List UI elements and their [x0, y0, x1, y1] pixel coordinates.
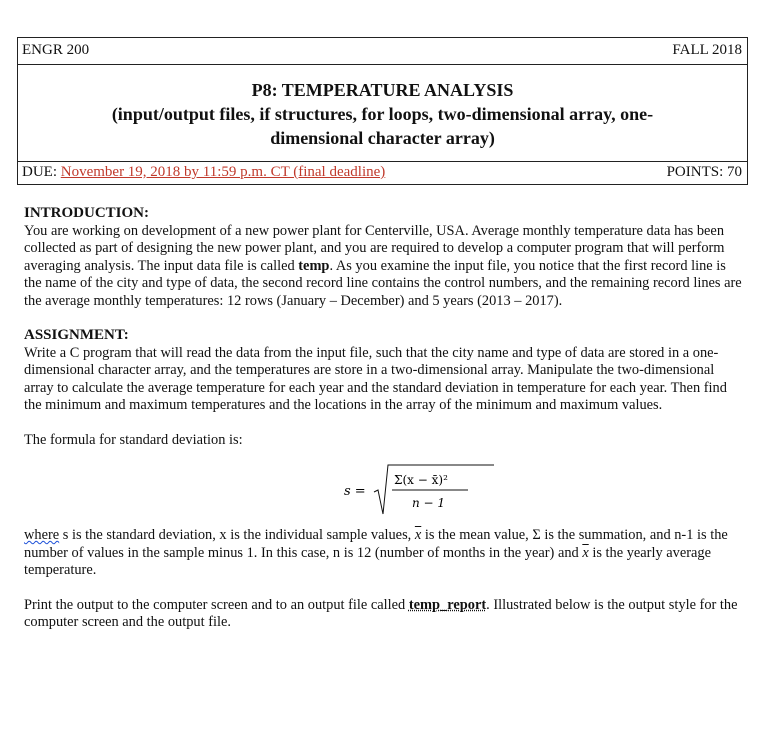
report-file-name: temp_report [408, 596, 487, 613]
intro-text-2: . As you examine the input file, you notice that the first record line is the name of the city and type of data, the second record line contains the control numbers, and the remaining record lines are the average monthly temperatures: 12 rows (January – December) and 5 years (2013 – 2017). [24, 257, 742, 309]
input-file-name: temp [298, 257, 330, 274]
std-dev-formula [24, 459, 744, 521]
explanation-part-1: s is the standard deviation, x is the individual sample values, [59, 527, 415, 543]
assignment-heading: ASSIGNMENT: [24, 327, 129, 343]
where-word: where [24, 527, 60, 543]
assignment-subtitle: (input/output files, if structures, for loops, two-dimensional array, one-dimensional character array) [111, 104, 654, 148]
term: FALL 2018 [672, 42, 742, 58]
introduction-heading: INTRODUCTION: [24, 205, 150, 221]
introduction-paragraph [24, 223, 744, 311]
course-code: ENGR 200 [22, 42, 90, 58]
xbar-symbol: $\overline{x}$ [582, 544, 589, 561]
assignment-title: P8: TEMPERATURE ANALYSIS [251, 80, 514, 100]
points: POINTS: 70 [666, 164, 742, 180]
formula-numerator: Σ(x − x̄)² [394, 473, 448, 487]
output-text-1: Print the output to the computer screen and to an output file called [24, 596, 409, 613]
output-text-2: . Illustrated below is the output style for the computer screen and the output file. [24, 596, 738, 630]
explanation-part-3: is the yearly average temperature. [24, 544, 711, 578]
formula-denominator: n − 1 [412, 496, 446, 510]
assignment-paragraph: Write a C program that will read the data from the input file, such that the city name and type of data are stored in a one-dimensional character array, and the temperatures are store in a two-dimensional array. Manipulate the two-dimensional array to calculate the average temperature for each year and the standard deviation in temperature for each year. Then find the minimum and maximum temperatures and the locations in the array of the minimum and maximum values. [24, 344, 727, 413]
header-bottom-row [18, 161, 747, 184]
due-date: November 19, 2018 by 11:59 p.m. CT (final deadline) [60, 164, 386, 180]
document-body [24, 205, 744, 632]
explanation-part-2: is the mean value, Σ is the summation, and n-1 is the number of values in the sample minus 1. In this case, n is 12 (number of months in the year) and [24, 527, 728, 561]
title-block [18, 78, 747, 150]
intro-text-1: You are working on development of a new power plant for Centerville, USA. Average monthly temperature data has been collected as part of designing the new power plant, and you are required to develop a computer program that will perform averaging analysis. The input data file is called [24, 222, 725, 274]
formula-graphic [344, 459, 494, 519]
due-line [22, 164, 385, 181]
header-top-row [18, 38, 747, 65]
header-box [17, 37, 748, 185]
due-label: DUE: [22, 164, 57, 180]
xbar-symbol: $\overline{x}$ [414, 527, 422, 543]
output-paragraph [24, 597, 744, 632]
formula-explanation [24, 527, 744, 580]
formula-intro: The formula for standard deviation is: [24, 431, 243, 448]
formula-lhs: s = [344, 484, 366, 499]
